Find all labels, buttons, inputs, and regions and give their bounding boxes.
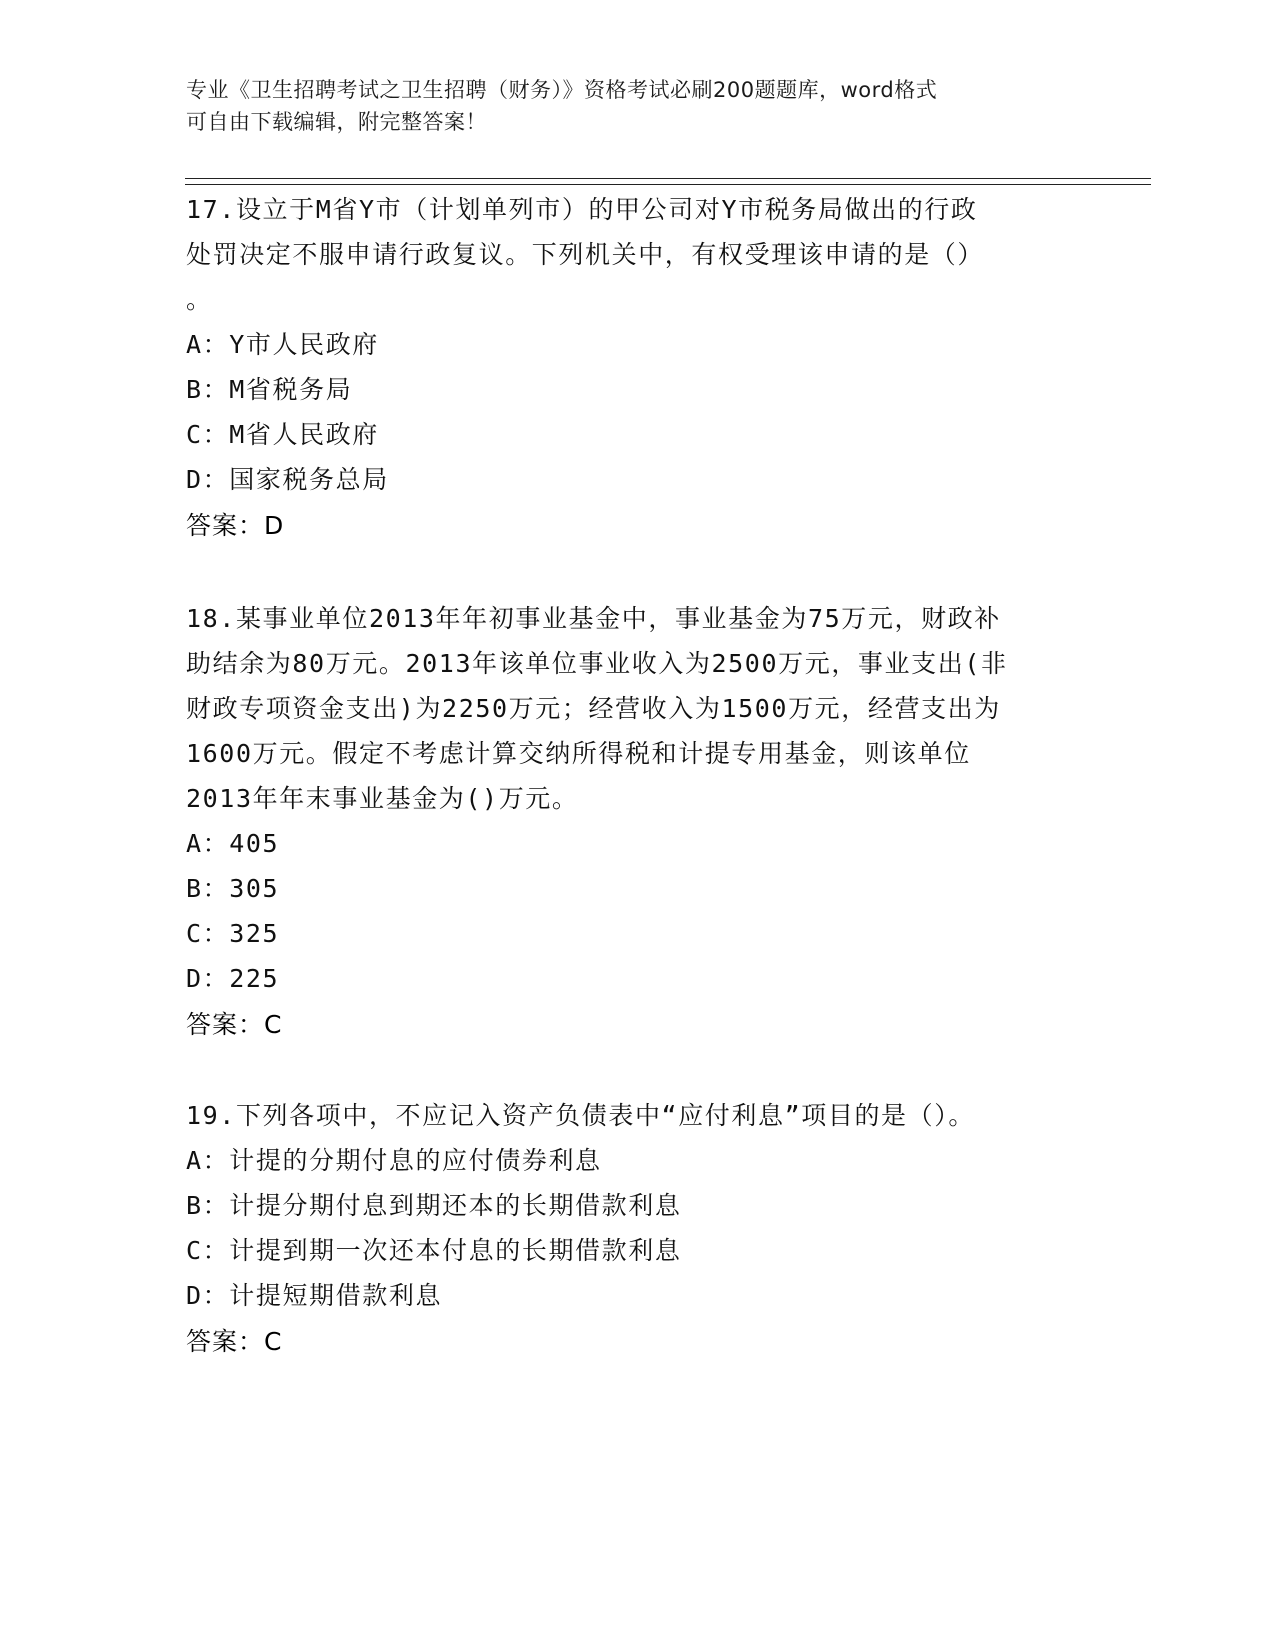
stem-line: 18.某事业单位2013年年初事业基金中，事业基金为75万元，财政补 — [186, 604, 1001, 633]
question-stem — [186, 596, 1086, 821]
stem-line: 1600万元。假定不考虑计算交纳所得税和计提专用基金，则该单位 — [186, 739, 971, 768]
header-line-1: 专业《卫生招聘考试之卫生招聘（财务）》资格考试必刷200题题库，word格式 — [186, 78, 938, 102]
stem-line: 助结余为80万元。2013年该单位事业收入为2500万元，事业支出(非 — [186, 649, 1008, 678]
stem-line: 财政专项资金支出)为2250万元；经营收入为1500万元，经营支出为 — [186, 694, 1001, 723]
option-c: C：M省人民政府 — [186, 420, 379, 449]
question-17 — [186, 187, 1086, 548]
question-stem — [186, 187, 1086, 322]
stem-line: 。 — [186, 285, 213, 314]
option-a: A：405 — [186, 829, 280, 858]
stem-line: 19.下列各项中，不应记入资产负债表中“应付利息”项目的是（）。 — [186, 1101, 975, 1130]
option-a: A：计提的分期付息的应付债券利息 — [186, 1146, 602, 1175]
option-c: C：计提到期一次还本付息的长期借款利息 — [186, 1236, 682, 1265]
question-19 — [186, 1093, 1086, 1364]
header-divider-bottom — [185, 184, 1151, 185]
question-18 — [186, 596, 1086, 1047]
answer-label: 答案：D — [186, 511, 285, 540]
option-a: A：Y市人民政府 — [186, 330, 379, 359]
option-b: B：计提分期付息到期还本的长期借款利息 — [186, 1191, 682, 1220]
answer-label: 答案：C — [186, 1327, 283, 1356]
stem-line: 处罚决定不服申请行政复议。下列机关中，有权受理该申请的是（） — [186, 240, 985, 269]
header-divider-top — [185, 178, 1151, 179]
option-b: B：M省税务局 — [186, 375, 353, 404]
stem-line: 17.设立于M省Y市（计划单列市）的甲公司对Y市税务局做出的行政 — [186, 195, 978, 224]
stem-line: 2013年年末事业基金为()万元。 — [186, 784, 579, 813]
option-b: B：305 — [186, 874, 280, 903]
question-stem — [186, 1093, 1086, 1138]
option-d: D：国家税务总局 — [186, 465, 389, 494]
document-header — [186, 74, 1066, 138]
option-d: D：225 — [186, 964, 280, 993]
option-d: D：计提短期借款利息 — [186, 1281, 443, 1310]
answer-label: 答案：C — [186, 1010, 283, 1039]
header-line-2: 可自由下载编辑，附完整答案！ — [186, 110, 487, 134]
option-c: C：325 — [186, 919, 280, 948]
